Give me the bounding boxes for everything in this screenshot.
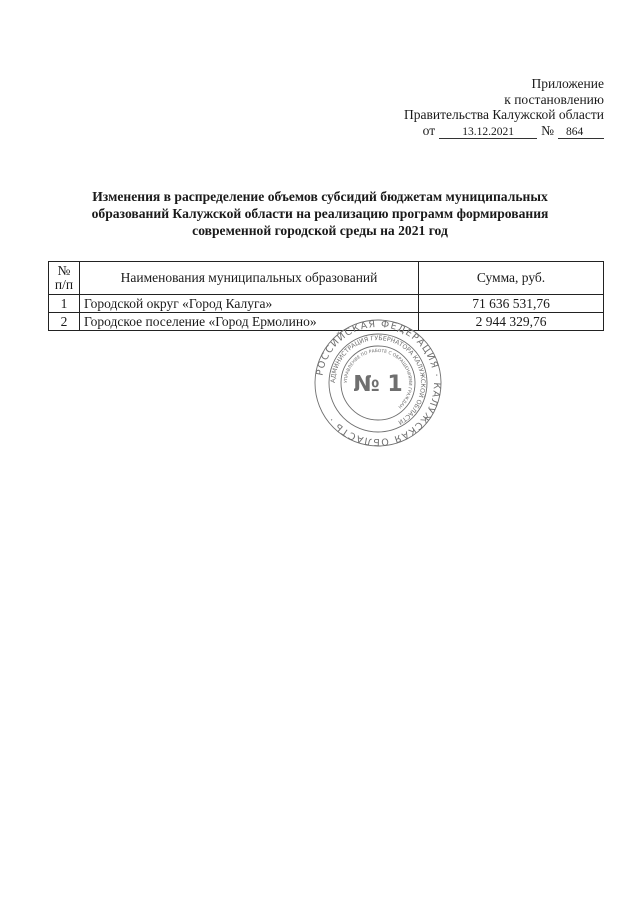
title-line-3: современной городской среды на 2021 год bbox=[192, 223, 448, 238]
seal-core-text: УПРАВЛЕНИЕ ПО РАБОТЕ С ОБРАЩЕНИЯМИ ГРАЖДАН bbox=[343, 348, 413, 409]
header-num-line-1: № bbox=[57, 263, 71, 278]
table-header-row bbox=[49, 262, 604, 295]
annex-line-1: Приложение bbox=[531, 76, 604, 91]
row-name: Городское поселение «Город Ермолино» bbox=[80, 313, 419, 331]
document-title bbox=[60, 188, 580, 239]
row-num: 1 bbox=[49, 295, 80, 313]
row-sum: 2 944 329,76 bbox=[419, 313, 604, 331]
decree-date: 13.12.2021 bbox=[439, 126, 537, 139]
header-sum: Сумма, руб. bbox=[419, 262, 604, 295]
annex-block bbox=[404, 76, 604, 139]
official-seal-stamp bbox=[313, 318, 443, 448]
row-num: 2 bbox=[49, 313, 80, 331]
seal-inner-text: АДМИНИСТРАЦИЯ ГУБЕРНАТОРА КАЛУЖСКОЙ ОБЛАСТИ bbox=[329, 334, 427, 426]
header-num bbox=[49, 262, 80, 295]
title-line-1: Изменения в распределение объемов субсидий бюджетам муниципальных bbox=[92, 189, 548, 204]
decree-number: 864 bbox=[558, 126, 604, 139]
title-line-2: образований Калужской области на реализацию программ формирования bbox=[91, 206, 549, 221]
row-name: Городской округ «Город Калуга» bbox=[80, 295, 419, 313]
number-label: № bbox=[541, 122, 554, 138]
annex-line-2: к постановлению bbox=[504, 91, 604, 107]
header-num-line-2: п/п bbox=[54, 277, 74, 292]
header-name: Наименования муниципальных образований bbox=[80, 262, 419, 295]
seal-center-number: № 1 bbox=[353, 372, 403, 397]
seal-outer-text: РОССИЙСКАЯ ФЕДЕРАЦИЯ · КАЛУЖСКАЯ ОБЛАСТЬ · bbox=[314, 318, 443, 448]
from-label: от bbox=[422, 122, 436, 138]
annex-date-line bbox=[404, 123, 604, 139]
row-sum: 71 636 531,76 bbox=[419, 295, 604, 313]
table-row bbox=[49, 295, 604, 313]
annex-line-3: Правительства Калужской области bbox=[403, 107, 604, 122]
